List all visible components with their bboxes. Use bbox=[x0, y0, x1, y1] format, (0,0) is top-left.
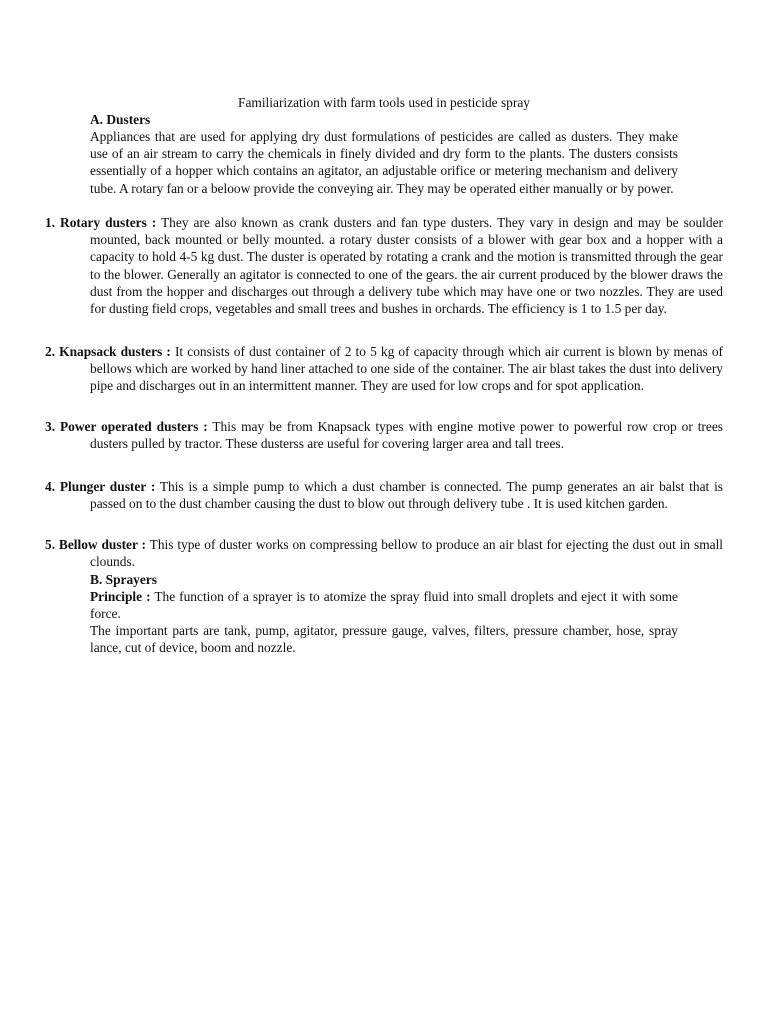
item-label: 4. Plunger duster : bbox=[45, 479, 156, 494]
list-item-bellow-duster bbox=[45, 536, 723, 570]
item-label: 2. Knapsack dusters : bbox=[45, 344, 171, 359]
item-label: 1. Rotary dusters : bbox=[45, 215, 157, 230]
item-text: It consists of dust container of 2 to 5 kg of capacity through which air current is blown by menas of bellows which are worked by hand liner attached to one side of the container. The air blast takes the dust into delivery pipe and discharges out in an intermittent manner. They are used for low crops and for spot application. bbox=[90, 344, 724, 394]
item-text: This type of duster works on compressing bellow to produce an air blast for ejecting the dust out in small clounds. bbox=[90, 537, 724, 570]
item-label: 3. Power operated dusters : bbox=[45, 419, 208, 434]
item-label: 5. Bellow duster : bbox=[45, 537, 147, 552]
item-text: This may be from Knapsack types with engine motive power to powerful row crop or trees dusters pulled by tractor. These dusterss are useful for covering larger area and tall trees. bbox=[90, 419, 723, 452]
list-item-power-operated-dusters bbox=[45, 418, 723, 452]
list-item-rotary-dusters bbox=[45, 214, 723, 317]
item-text: They are also known as crank dusters and fan type dusters. They vary in design and may be soulder mounted, back mounted or belly mounted. a rotary duster consists of a blower with gear box and a hopper with a capacity to hold 4-5 kg dust. The duster is operated by rotating a crank and the motion is transmitted through the gear to the blower. Generally an agitator is connected to one of the gears. the air current produced by the blower draws the dust from the hopper and discharges out through a delivery tube which may have one or two nozzles. They are used for dusting field crops, vegetables and small trees and bushes in orchards. The efficiency is 1 to 1.5 per day. bbox=[90, 215, 723, 317]
list-item-plunger-duster bbox=[45, 478, 723, 512]
list-item-knapsack-dusters bbox=[45, 343, 723, 395]
section-b-heading: B. Sprayers bbox=[90, 572, 157, 587]
section-b-principle bbox=[90, 588, 678, 622]
document-title bbox=[0, 94, 768, 111]
section-a-intro: Appliances that are used for applying dry dust formulations of pesticides are called as dusters. They make use of an air stream to carry the chemicals in finely divided and dry form to the plants. The dusters consists essentially of a hopper which contains an agitator, an adjustable orifice or metering mechanism and delivery tube. A rotary fan or a beloow provide the conveying air. They may be operated either manually or by power. bbox=[90, 129, 678, 196]
principle-label: Principle : bbox=[90, 589, 151, 604]
item-text: This is a simple pump to which a dust chamber is connected. The pump generates an air balst that is passed on to the dust chamber causing the dust to blow out through delivery tube . It is used kitchen garden. bbox=[90, 479, 723, 512]
section-b-parts: The important parts are tank, pump, agitator, pressure gauge, valves, filters, pressure chamber, hose, spray lance, cut of device, boom and nozzle. bbox=[90, 623, 678, 656]
document-title-text: Familiarization with farm tools used in pesticide spray bbox=[238, 95, 530, 110]
section-a-heading: A. Dusters bbox=[90, 112, 151, 127]
principle-text: The function of a sprayer is to atomize the spray fluid into small droplets and eject it with some force. bbox=[90, 589, 679, 622]
